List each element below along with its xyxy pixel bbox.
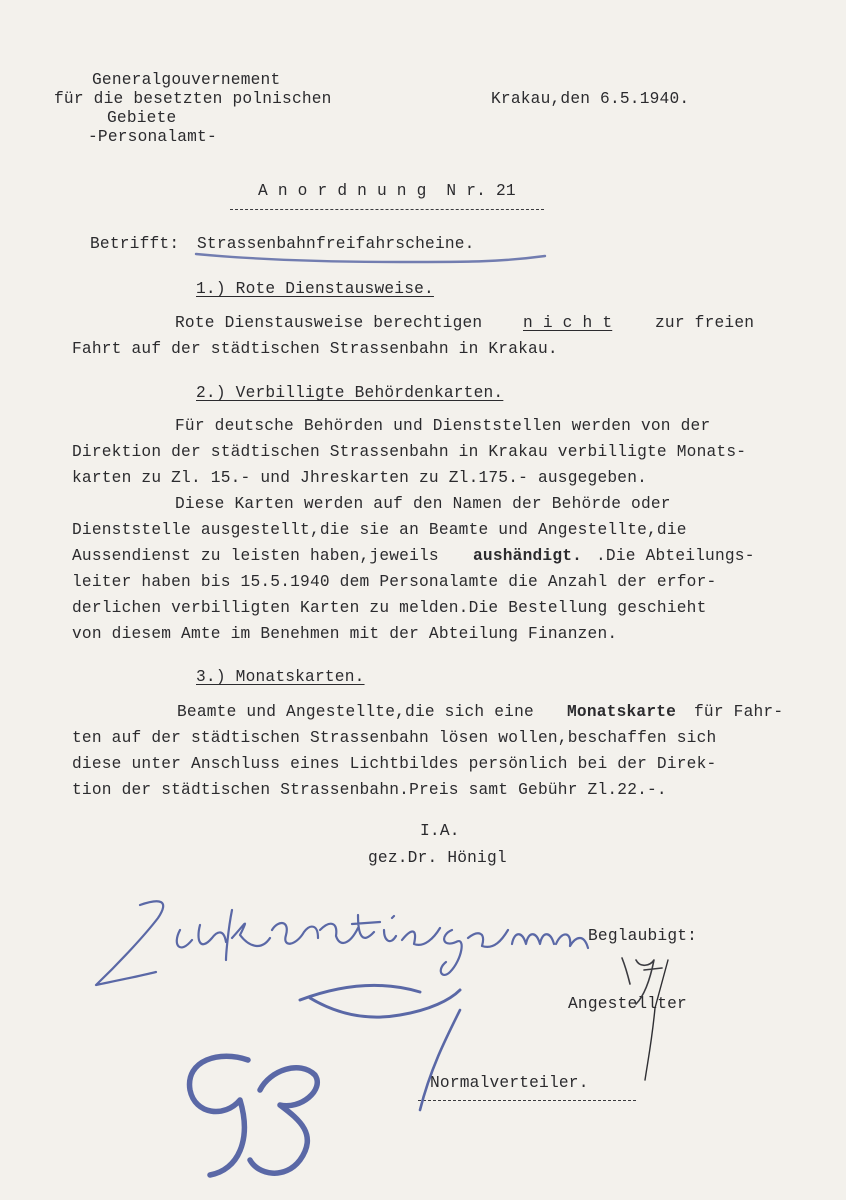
section-3-line-3: diese unter Anschluss eines Lichtbildes persönlich bei der Direk- <box>72 755 717 773</box>
handwritten-stroke-icon <box>420 1010 460 1110</box>
section-2-line-5: Dienststelle ausgestellt,die sie an Beamte und Angestellte,die <box>72 521 687 539</box>
section-3-line-1a: Beamte und Angestellte,die sich eine <box>177 703 534 721</box>
section-2-line-6a: Aussendienst zu leisten haben,jeweils <box>72 547 439 565</box>
subject-text: Strassenbahnfreifahrscheine. <box>197 235 475 253</box>
distribution-label: Normalverteiler. <box>430 1074 589 1092</box>
section-1-heading: 1.) Rote Dienstausweise. <box>196 280 434 298</box>
initials-icon <box>622 958 662 1004</box>
section-2-heading: 2.) Verbilligte Behördenkarten. <box>196 384 504 402</box>
place-date: Krakau,den 6.5.1940. <box>491 90 690 108</box>
section-1-line-1c: zur freien <box>655 314 755 332</box>
authority-line-2: für die besetzten polnischen <box>54 90 332 108</box>
section-2-line-3: karten zu Zl. 15.- und Jhreskarten zu Zl.175.- ausgegeben. <box>72 469 648 487</box>
subject-label: Betrifft: <box>90 235 180 253</box>
section-2-line-4: Diese Karten werden auf den Namen der Behörde oder <box>175 495 671 513</box>
section-1-line-2: Fahrt auf der städtischen Strassenbahn in Krakau. <box>72 340 558 358</box>
authority-line-4: -Personalamt- <box>88 128 217 146</box>
handwritten-note-icon <box>96 901 588 985</box>
section-3-line-2: ten auf der städtischen Strassenbahn lösen wollen,beschaffen sich <box>72 729 717 747</box>
section-2-line-2: Direktion der städtischen Strassenbahn in Krakau verbilligte Monats- <box>72 443 747 461</box>
ink-slash-icon <box>645 960 668 1080</box>
handwritten-signature-2-icon <box>190 1056 318 1175</box>
section-2-line-1: Für deutsche Behörden und Dienststellen werden von der <box>175 417 711 435</box>
section-2-line-7: leiter haben bis 15.5.1940 dem Personalamte die Anzahl der erfor- <box>72 573 717 591</box>
section-2-line-8: derlichen verbilligten Karten zu melden.Die Bestellung geschieht <box>72 599 707 617</box>
section-3-line-4: tion der städtischen Strassenbahn.Preis samt Gebühr Zl.22.-. <box>72 781 667 799</box>
section-3-line-1b: Monatskarte <box>567 703 677 721</box>
subject-pencil-underline <box>196 254 545 262</box>
certified-label: Beglaubigt: <box>588 927 698 945</box>
employee-label: Angestellter <box>568 995 687 1013</box>
ia-label: I.A. <box>420 822 460 840</box>
section-3-heading: 3.) Monatskarten. <box>196 668 365 686</box>
authority-line-1: Generalgouvernement <box>92 71 281 89</box>
section-2-line-6b: aushändigt. <box>473 547 583 565</box>
document-title: A n o r d n u n g N r. 21 <box>258 182 516 200</box>
handwritten-signature-1-icon <box>300 985 460 1017</box>
authority-line-3: Gebiete <box>107 109 177 127</box>
section-1-line-1a: Rote Dienstausweise berechtigen <box>175 314 483 332</box>
section-3-line-1c: für Fahr- <box>694 703 784 721</box>
section-2-line-6c: .Die Abteilungs- <box>596 547 755 565</box>
signed-by: gez.Dr. Hönigl <box>368 849 507 867</box>
section-1-nicht: n i c h t <box>523 314 613 332</box>
section-2-line-9: von diesem Amte im Benehmen mit der Abteilung Finanzen. <box>72 625 618 643</box>
